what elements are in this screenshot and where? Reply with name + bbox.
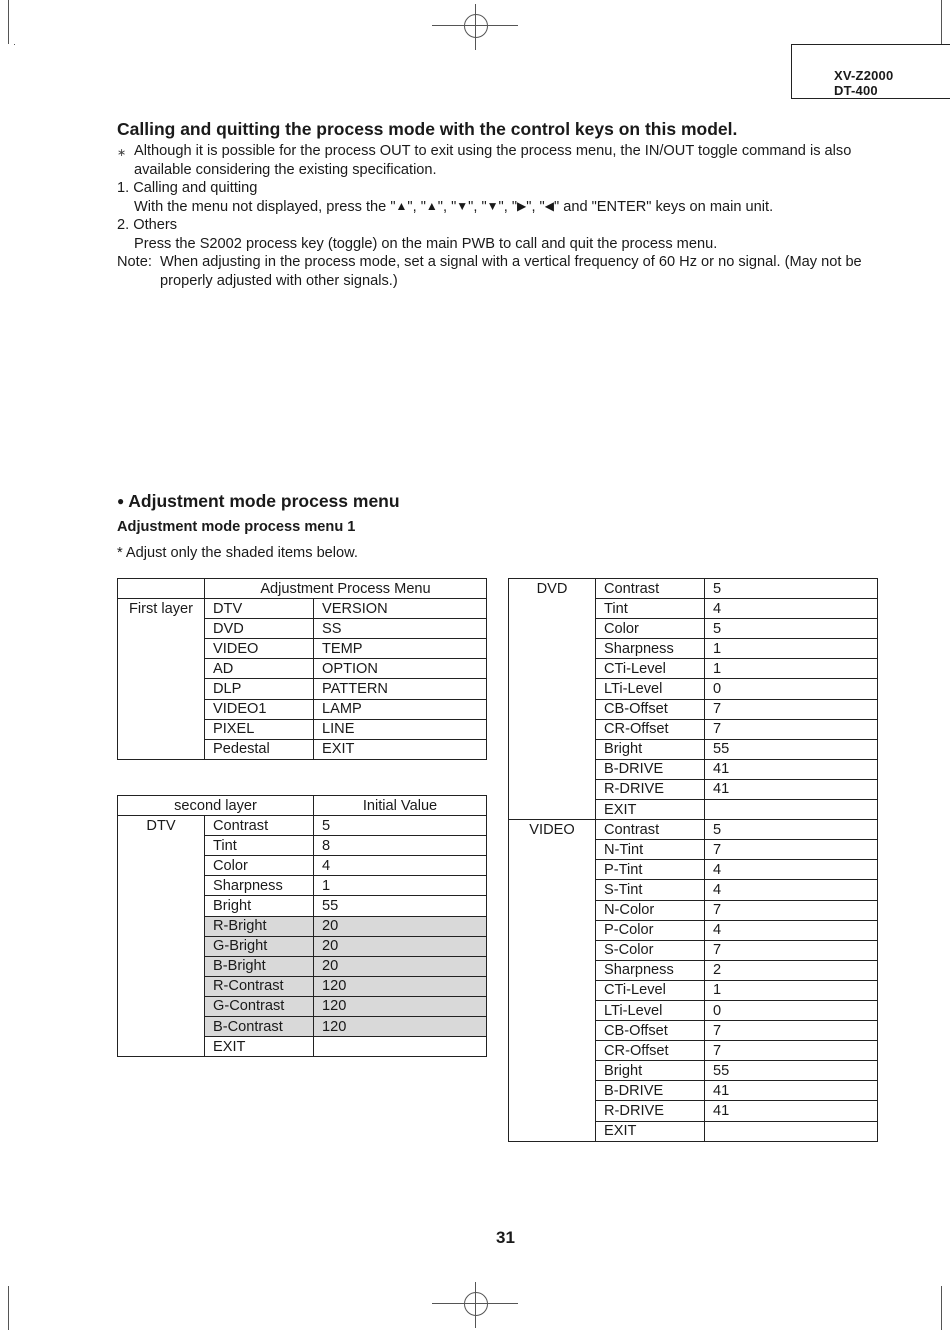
- item-name: B-Bright: [205, 956, 314, 976]
- item-initial-value: 0: [705, 1000, 878, 1020]
- adjustment-process-menu-table: [117, 578, 487, 760]
- menu-item-left: VIDEO: [205, 639, 314, 659]
- menu-item-right: PATTERN: [314, 679, 487, 699]
- item-initial-value: 1: [705, 659, 878, 679]
- layer-group-label: VIDEO: [509, 820, 596, 1142]
- item-initial-value: 5: [314, 816, 487, 836]
- right-arrow-icon: ▶: [517, 198, 527, 213]
- item-initial-value: 4: [314, 856, 487, 876]
- item-name: Contrast: [205, 816, 314, 836]
- table-row: [509, 820, 878, 840]
- section-heading-adjustment: ● Adjustment mode process menu: [117, 491, 400, 511]
- item-initial-value: 0: [705, 679, 878, 699]
- item-initial-value: 41: [705, 779, 878, 799]
- menu-item-right: LINE: [314, 719, 487, 739]
- item-initial-value: 120: [314, 996, 487, 1016]
- item-name: R-Bright: [205, 916, 314, 936]
- item-name: EXIT: [205, 1037, 314, 1057]
- item-name: Tint: [205, 836, 314, 856]
- item-name: S-Tint: [596, 880, 705, 900]
- item-name: Bright: [596, 739, 705, 759]
- item-name: LTi-Level: [596, 679, 705, 699]
- table-header-row: [118, 796, 487, 816]
- table-header-row: [118, 579, 487, 599]
- model-name-secondary: DT-400: [834, 83, 878, 98]
- item-name: R-DRIVE: [596, 779, 705, 799]
- item-initial-value: 4: [705, 599, 878, 619]
- item-name: N-Color: [596, 900, 705, 920]
- model-name-primary: XV-Z2000: [834, 68, 894, 83]
- item-name: P-Color: [596, 920, 705, 940]
- menu-item-left: AD: [205, 659, 314, 679]
- left-arrow-icon: ◀: [544, 198, 554, 213]
- item-name: CTi-Level: [596, 659, 705, 679]
- item2-title: 2. Others: [117, 217, 178, 233]
- item-initial-value: 41: [705, 759, 878, 779]
- item-initial-value: 5: [705, 619, 878, 639]
- item-name: Contrast: [596, 820, 705, 840]
- item-initial-value: 2: [705, 960, 878, 980]
- item-initial-value: 20: [314, 956, 487, 976]
- menu-item-right: TEMP: [314, 639, 487, 659]
- shaded-items-instruction: * Adjust only the shaded items below.: [117, 545, 358, 561]
- item-name: CB-Offset: [596, 1021, 705, 1041]
- menu-item-right: EXIT: [314, 739, 487, 759]
- item-name: G-Contrast: [205, 996, 314, 1016]
- item-name: B-DRIVE: [596, 759, 705, 779]
- item-initial-value: 5: [705, 820, 878, 840]
- menu-item-right: LAMP: [314, 699, 487, 719]
- item-initial-value: 120: [314, 976, 487, 996]
- item-name: Bright: [205, 896, 314, 916]
- table-row: [118, 816, 487, 836]
- up-arrow-icon: ▲: [425, 198, 438, 213]
- layer-group-label: DTV: [118, 816, 205, 1057]
- item-initial-value: 4: [705, 880, 878, 900]
- item-initial-value: [314, 1037, 487, 1057]
- menu-item-right: SS: [314, 619, 487, 639]
- menu-item-left: DLP: [205, 679, 314, 699]
- menu-item-left: Pedestal: [205, 739, 314, 759]
- asterisk-note-line2: available considering the existing specification.: [134, 161, 437, 178]
- item-initial-value: 8: [314, 836, 487, 856]
- asterisk-note-line1: Although it is possible for the process OUT to exit using the process menu, the IN/OUT toggle command is also: [134, 143, 852, 159]
- note-line1: When adjusting in the process mode, set a signal with a vertical frequency of 60 Hz or no signal. (May not be: [160, 254, 862, 270]
- item-name: Color: [596, 619, 705, 639]
- item-name: Bright: [596, 1061, 705, 1081]
- item-name: Sharpness: [596, 639, 705, 659]
- item-initial-value: 7: [705, 719, 878, 739]
- column-header-initial-value: Initial Value: [314, 796, 487, 816]
- item-name: CR-Offset: [596, 719, 705, 739]
- item1-instructions: With the menu not displayed, press the "▲", "▲", "▼", "▼", "▶", "◀" and "ENTER" keys on main unit.: [134, 198, 774, 215]
- page-number: 31: [496, 1228, 515, 1247]
- item-initial-value: 120: [314, 1017, 487, 1037]
- layer-group-label: First layer: [118, 599, 205, 760]
- item-initial-value: 7: [705, 1021, 878, 1041]
- item-initial-value: 20: [314, 916, 487, 936]
- item-name: EXIT: [596, 1121, 705, 1141]
- item-initial-value: 5: [705, 579, 878, 599]
- note-label: Note:: [117, 254, 152, 270]
- layer-group-label: DVD: [509, 579, 596, 820]
- item-initial-value: 7: [705, 1041, 878, 1061]
- item-name: B-Contrast: [205, 1017, 314, 1037]
- section-heading-process-mode: Calling and quitting the process mode with the control keys on this model.: [117, 119, 738, 139]
- dtv-second-layer-table: [117, 795, 487, 1057]
- menu-item-left: PIXEL: [205, 719, 314, 739]
- item-name: Tint: [596, 599, 705, 619]
- asterisk-mark: ∗: [117, 147, 127, 159]
- table-row: [118, 599, 487, 619]
- item-initial-value: 55: [705, 739, 878, 759]
- item-initial-value: 7: [705, 940, 878, 960]
- dvd-video-second-layer-table: [508, 578, 878, 1142]
- note-line2: properly adjusted with other signals.): [160, 272, 398, 289]
- item-name: G-Bright: [205, 936, 314, 956]
- menu-item-right: VERSION: [314, 599, 487, 619]
- item-initial-value: 4: [705, 920, 878, 940]
- item-name: CB-Offset: [596, 699, 705, 719]
- item1-title: 1. Calling and quitting: [117, 180, 258, 196]
- item-name: EXIT: [596, 800, 705, 820]
- item-name: R-Contrast: [205, 976, 314, 996]
- item-name: LTi-Level: [596, 1000, 705, 1020]
- item-name: P-Tint: [596, 860, 705, 880]
- menu-item-left: DTV: [205, 599, 314, 619]
- item-name: B-DRIVE: [596, 1081, 705, 1101]
- item-name: Color: [205, 856, 314, 876]
- item-initial-value: 1: [705, 980, 878, 1000]
- item-initial-value: 7: [705, 900, 878, 920]
- item-name: CTi-Level: [596, 980, 705, 1000]
- item-initial-value: [705, 800, 878, 820]
- bullet-icon: ●: [117, 494, 125, 508]
- item-name: Sharpness: [205, 876, 314, 896]
- item-name: CR-Offset: [596, 1041, 705, 1061]
- item-name: N-Tint: [596, 840, 705, 860]
- item-initial-value: 41: [705, 1081, 878, 1101]
- item-name: R-DRIVE: [596, 1101, 705, 1121]
- item-name: S-Color: [596, 940, 705, 960]
- down-arrow-icon: ▼: [456, 198, 469, 213]
- up-arrow-icon: ▲: [395, 198, 408, 213]
- item-initial-value: 55: [705, 1061, 878, 1081]
- table-row: [509, 579, 878, 599]
- item-initial-value: 41: [705, 1101, 878, 1121]
- table-header: Adjustment Process Menu: [205, 579, 487, 599]
- subsection-heading: Adjustment mode process menu 1: [117, 519, 356, 535]
- item-initial-value: 4: [705, 860, 878, 880]
- menu-item-right: OPTION: [314, 659, 487, 679]
- item-initial-value: 20: [314, 936, 487, 956]
- item-initial-value: [705, 1121, 878, 1141]
- item2-text: Press the S2002 process key (toggle) on the main PWB to call and quit the process menu.: [134, 235, 718, 252]
- menu-item-left: VIDEO1: [205, 699, 314, 719]
- down-arrow-icon: ▼: [486, 198, 499, 213]
- item-initial-value: 7: [705, 840, 878, 860]
- item-initial-value: 1: [705, 639, 878, 659]
- menu-item-left: DVD: [205, 619, 314, 639]
- column-header-second-layer: second layer: [118, 796, 314, 816]
- item-name: Sharpness: [596, 960, 705, 980]
- item-initial-value: 55: [314, 896, 487, 916]
- item-initial-value: 1: [314, 876, 487, 896]
- item-name: Contrast: [596, 579, 705, 599]
- item-initial-value: 7: [705, 699, 878, 719]
